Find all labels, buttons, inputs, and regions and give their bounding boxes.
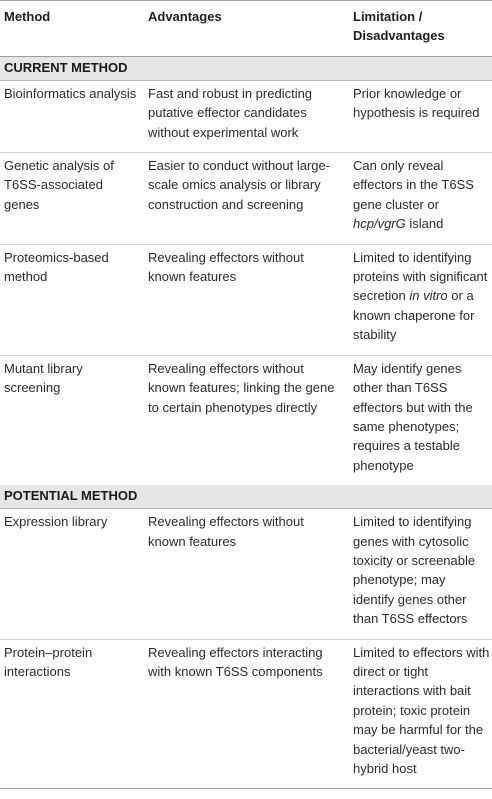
limitation-cell: Limited to identifying proteins with significant secretion in vitro or a known chaperone for stability xyxy=(353,249,488,343)
header-advantages: Advantages xyxy=(148,9,222,24)
table-row xyxy=(0,639,492,789)
method-cell: Expression library xyxy=(4,514,108,530)
advantages-cell: Revealing effectors without known features; linking the gene to certain phenotypes directly xyxy=(148,360,335,415)
top-rule xyxy=(0,0,492,1)
italic-term: hcp/vgrG xyxy=(353,216,406,232)
advantages-cell: Easier to conduct without large-scale omics analysis or library construction and screening xyxy=(148,158,331,212)
header-method: Method xyxy=(4,9,51,24)
method-cell: Genetic analysis of T6SS-associated genes xyxy=(4,158,114,212)
advantages-cell: Revealing effectors interacting with known T6SS components xyxy=(148,644,323,679)
italic-term: in vitro xyxy=(409,288,448,304)
method-cell: Proteomics-based method xyxy=(4,249,109,285)
table-row xyxy=(0,509,492,639)
limitation-cell: Limited to effectors with direct or tight interactions with bait protein; toxic protein may be harmful for the bacterial/yeast two-hybrid host xyxy=(353,644,490,776)
header-limitation: Limitation / Disadvantages xyxy=(353,9,445,44)
advantages-cell: Fast and robust in predicting putative effector candidates without experimental work xyxy=(148,85,313,140)
section-header-row xyxy=(0,56,492,80)
method-cell: Protein–protein interactions xyxy=(4,644,93,679)
table-row xyxy=(0,244,492,355)
section-title: POTENTIAL METHOD xyxy=(0,485,492,509)
table-row xyxy=(0,355,492,485)
advantages-cell: Revealing effectors without known features xyxy=(148,249,304,285)
limitation-cell: Prior knowledge or hypothesis is required xyxy=(353,85,480,121)
method-cell: Bioinformatics analysis xyxy=(4,85,137,101)
table-row xyxy=(0,80,492,152)
section-title: CURRENT METHOD xyxy=(0,56,492,80)
header-row xyxy=(0,0,492,56)
section-header-row xyxy=(0,485,492,509)
table-body xyxy=(0,56,492,789)
table-row xyxy=(0,153,492,245)
advantages-cell: Revealing effectors without known features xyxy=(148,514,304,549)
limitation-cell: May identify genes other than T6SS effectors but with the same phenotypes; requires a testable phenotype xyxy=(353,360,473,473)
limitation-cell: Can only reveal effectors in the T6SS gene cluster or hcp/vgrG island xyxy=(353,158,474,232)
method-cell: Mutant library screening xyxy=(4,360,83,396)
limitation-cell: Limited to identifying genes with cytosolic toxicity or screenable phenotype; may identify genes other than T6SS effectors xyxy=(353,514,476,627)
